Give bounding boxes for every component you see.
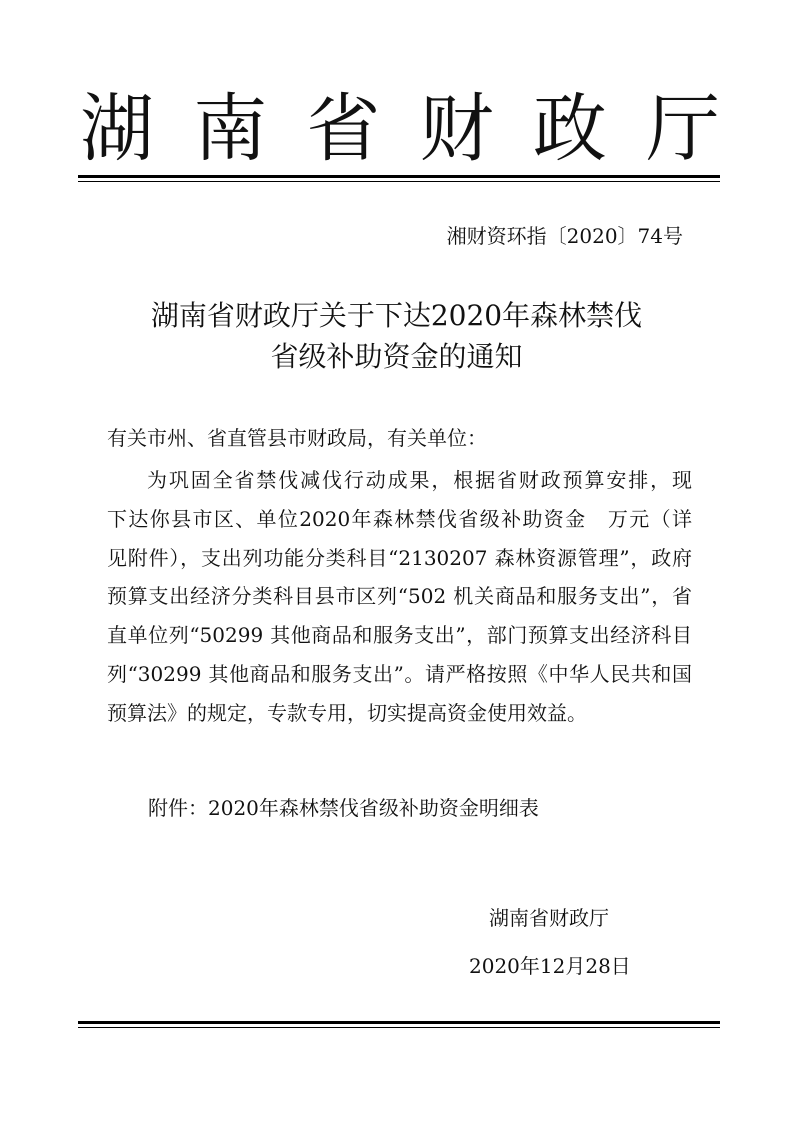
attachment-note: 附件：2020年森林禁伐省级补助资金明细表 <box>148 796 539 820</box>
body-line: 下达你县市区、单位2020年森林禁伐省级补助资金 万元（详 <box>107 506 692 531</box>
body-line: 直单位列“50299 其他商品和服务支出”，部门预算支出经济科目 <box>107 623 692 648</box>
agency-header-title <box>80 86 720 172</box>
header-title-char: 政 <box>532 86 607 172</box>
document-title-line: 省级补助资金的通知 <box>270 339 523 373</box>
header-title-char: 厅 <box>645 86 720 172</box>
body-line: 见附件），支出列功能分类科目“2130207 森林资源管理”，政府 <box>107 545 692 570</box>
body-line: 为巩固全省禁伐减伐行动成果，根据省财政预算安排，现 <box>147 468 692 492</box>
header-title-char: 湖 <box>80 86 154 172</box>
body-line: 预算法》的规定，专款专用，切实提高资金使用效益。 <box>107 700 587 725</box>
footer-divider <box>78 1021 720 1028</box>
document-title-line: 湖南省财政厅关于下达2020年森林禁伐 <box>150 299 643 332</box>
header-title-char: 财 <box>419 86 494 172</box>
body-paragraph <box>107 461 692 733</box>
body-line: 预算支出经济分类科目县市区列“502 机关商品和服务支出”，省 <box>107 584 692 609</box>
body-line: 列“30299 其他商品和服务支出”。请严格按照《中华人民共和国 <box>107 661 692 686</box>
document-title <box>0 296 793 377</box>
header-title-char: 省 <box>306 86 381 172</box>
document-date: 2020年12月28日 <box>469 954 631 978</box>
header-divider <box>78 175 720 182</box>
signer: 湖南省财政厅 <box>489 906 609 930</box>
document-number: 湘财资环指〔2020〕74号 <box>446 224 683 248</box>
salutation: 有关市州、省直管县市财政局，有关单位： <box>107 426 487 450</box>
header-title-char: 南 <box>193 86 268 172</box>
